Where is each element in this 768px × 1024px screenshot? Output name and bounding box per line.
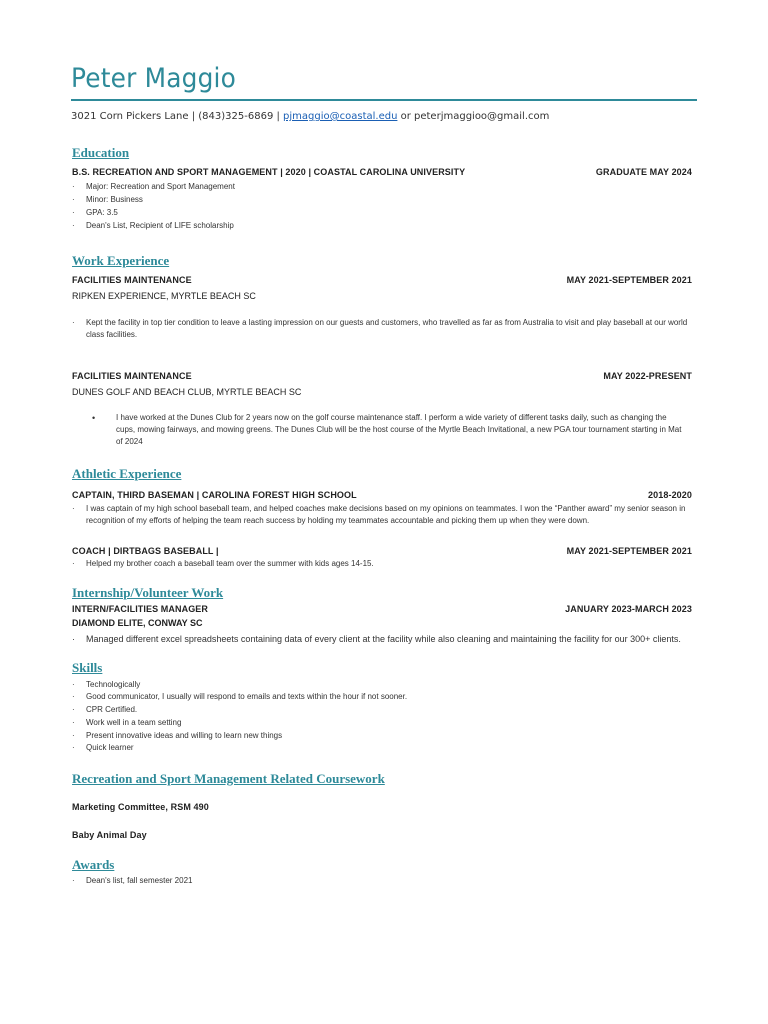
job-title: FACILITIES MAINTENANCE (72, 371, 192, 381)
bullet-icon: · (72, 731, 75, 740)
degree-date: GRADUATE MAY 2024 (595, 167, 692, 177)
internship-date: JANUARY 2023-MARCH 2023 (565, 604, 692, 614)
course-item: Baby Animal Day (72, 830, 147, 840)
skill-item: · Present innovative ideas and willing to learn new things (72, 731, 283, 740)
bullet-icon: · (72, 504, 75, 513)
bullet-icon: · (72, 559, 75, 568)
list-item: · Dean's List, Recipient of LIFE scholarship (72, 221, 234, 230)
section-title-athletic: Athletic Experience (72, 466, 182, 481)
skill-item: · Good communicator, I usually will respond to emails and texts within the hour if not sooner. (72, 692, 408, 701)
award-item: · Dean's list, fall semester 2021 (72, 876, 193, 885)
bullet-icon: · (72, 705, 75, 714)
athletic-role: COACH | DIRTBAGS BASEBALL | (72, 546, 219, 556)
degree-heading: B.S. RECREATION AND SPORT MANAGEMENT | 2020 | COASTAL CAROLINA UNIVERSITY (72, 167, 466, 177)
job-employer: DUNES GOLF AND BEACH CLUB, MYRTLE BEACH SC (72, 387, 302, 397)
bullet-icon: · (72, 318, 75, 327)
list-item: · Minor: Business (72, 195, 143, 204)
bullet-icon: · (72, 692, 75, 701)
section-title-coursework: Recreation and Sport Management Related Coursework (72, 771, 385, 786)
internship-role: INTERN/FACILITIES MANAGER (72, 604, 209, 614)
bullet-icon: · (72, 876, 75, 885)
athletic-bullet: · I was captain of my high school baseball team, and helped coaches make decisions based on my opinions on teammates. I won the “Panther award” my senior season in recognition of my efforts of helping the team reach success by holding my teammates accountable and picking them up when they were down. (72, 504, 686, 525)
bullet-icon: · (72, 634, 75, 644)
skill-item: · CPR Certified. (72, 705, 138, 714)
section-title-work: Work Experience (72, 253, 170, 268)
job-date: MAY 2021-SEPTEMBER 2021 (566, 275, 692, 285)
athletic-role: CAPTAIN, THIRD BASEMAN | CAROLINA FOREST HIGH SCHOOL (72, 490, 357, 500)
athletic-date: MAY 2021-SEPTEMBER 2021 (566, 546, 692, 556)
job-bullet: · Kept the facility in top tier condition to leave a lasting impression on our guests and customers, who travelled as far as from Australia to visit and play baseball at our world class facilities. (72, 318, 688, 339)
bullet-dot-icon: • (92, 413, 96, 423)
bullet-icon: · (72, 182, 75, 191)
job-title: FACILITIES MAINTENANCE (72, 275, 192, 285)
bullet-icon: · (72, 208, 75, 217)
section-title-awards: Awards (72, 857, 115, 872)
list-item: · GPA: 3.5 (72, 208, 118, 217)
job-date: MAY 2022-PRESENT (603, 371, 692, 381)
skill-item: · Quick learner (72, 743, 134, 752)
skill-item: · Work well in a team setting (72, 718, 182, 727)
course-item: Marketing Committee, RSM 490 (72, 802, 209, 812)
athletic-date: 2018-2020 (648, 490, 692, 500)
section-title-internship: Internship/Volunteer Work (72, 585, 224, 600)
list-item: · Major: Recreation and Sport Management (72, 182, 235, 191)
bullet-icon: · (72, 718, 75, 727)
header-divider (71, 99, 697, 101)
contact-address-phone: 3021 Corn Pickers Lane | (843)325-6869 | (71, 111, 284, 122)
job-bullet: • I have worked at the Dunes Club for 2 years now on the golf course maintenance staff. I perform a wide variety of different tasks daily, such as changing the cups, mowing fairways, and mowing greens. The Dunes Club will be the host course of the Myrtle Beach Invitational, a new PGA tour tournament starting in Mat of 2024 (92, 413, 682, 446)
bullet-icon: · (72, 743, 75, 752)
job-employer: RIPKEN EXPERIENCE, MYRTLE BEACH SC (72, 291, 256, 301)
applicant-name: Peter Maggio (71, 63, 237, 94)
athletic-bullet: · Helped my brother coach a baseball team over the summer with kids ages 14-15. (72, 559, 374, 568)
contact-alt-email: or peterjmaggioo@gmail.com (397, 111, 550, 122)
contact-line (71, 111, 549, 122)
section-title-skills: Skills (72, 660, 103, 675)
bullet-icon: · (72, 195, 75, 204)
internship-bullet: · Managed different excel spreadsheets containing data of every client at the facility while also cleaning and maintaining the facility for our 300+ clients. (72, 634, 681, 644)
skill-item: · Technologically (72, 680, 141, 689)
email-link[interactable]: pjmaggio@coastal.edu (283, 111, 398, 122)
bullet-icon: · (72, 221, 75, 230)
bullet-icon: · (72, 680, 75, 689)
internship-org: DIAMOND ELITE, CONWAY SC (72, 618, 203, 628)
section-title-education: Education (72, 145, 130, 160)
